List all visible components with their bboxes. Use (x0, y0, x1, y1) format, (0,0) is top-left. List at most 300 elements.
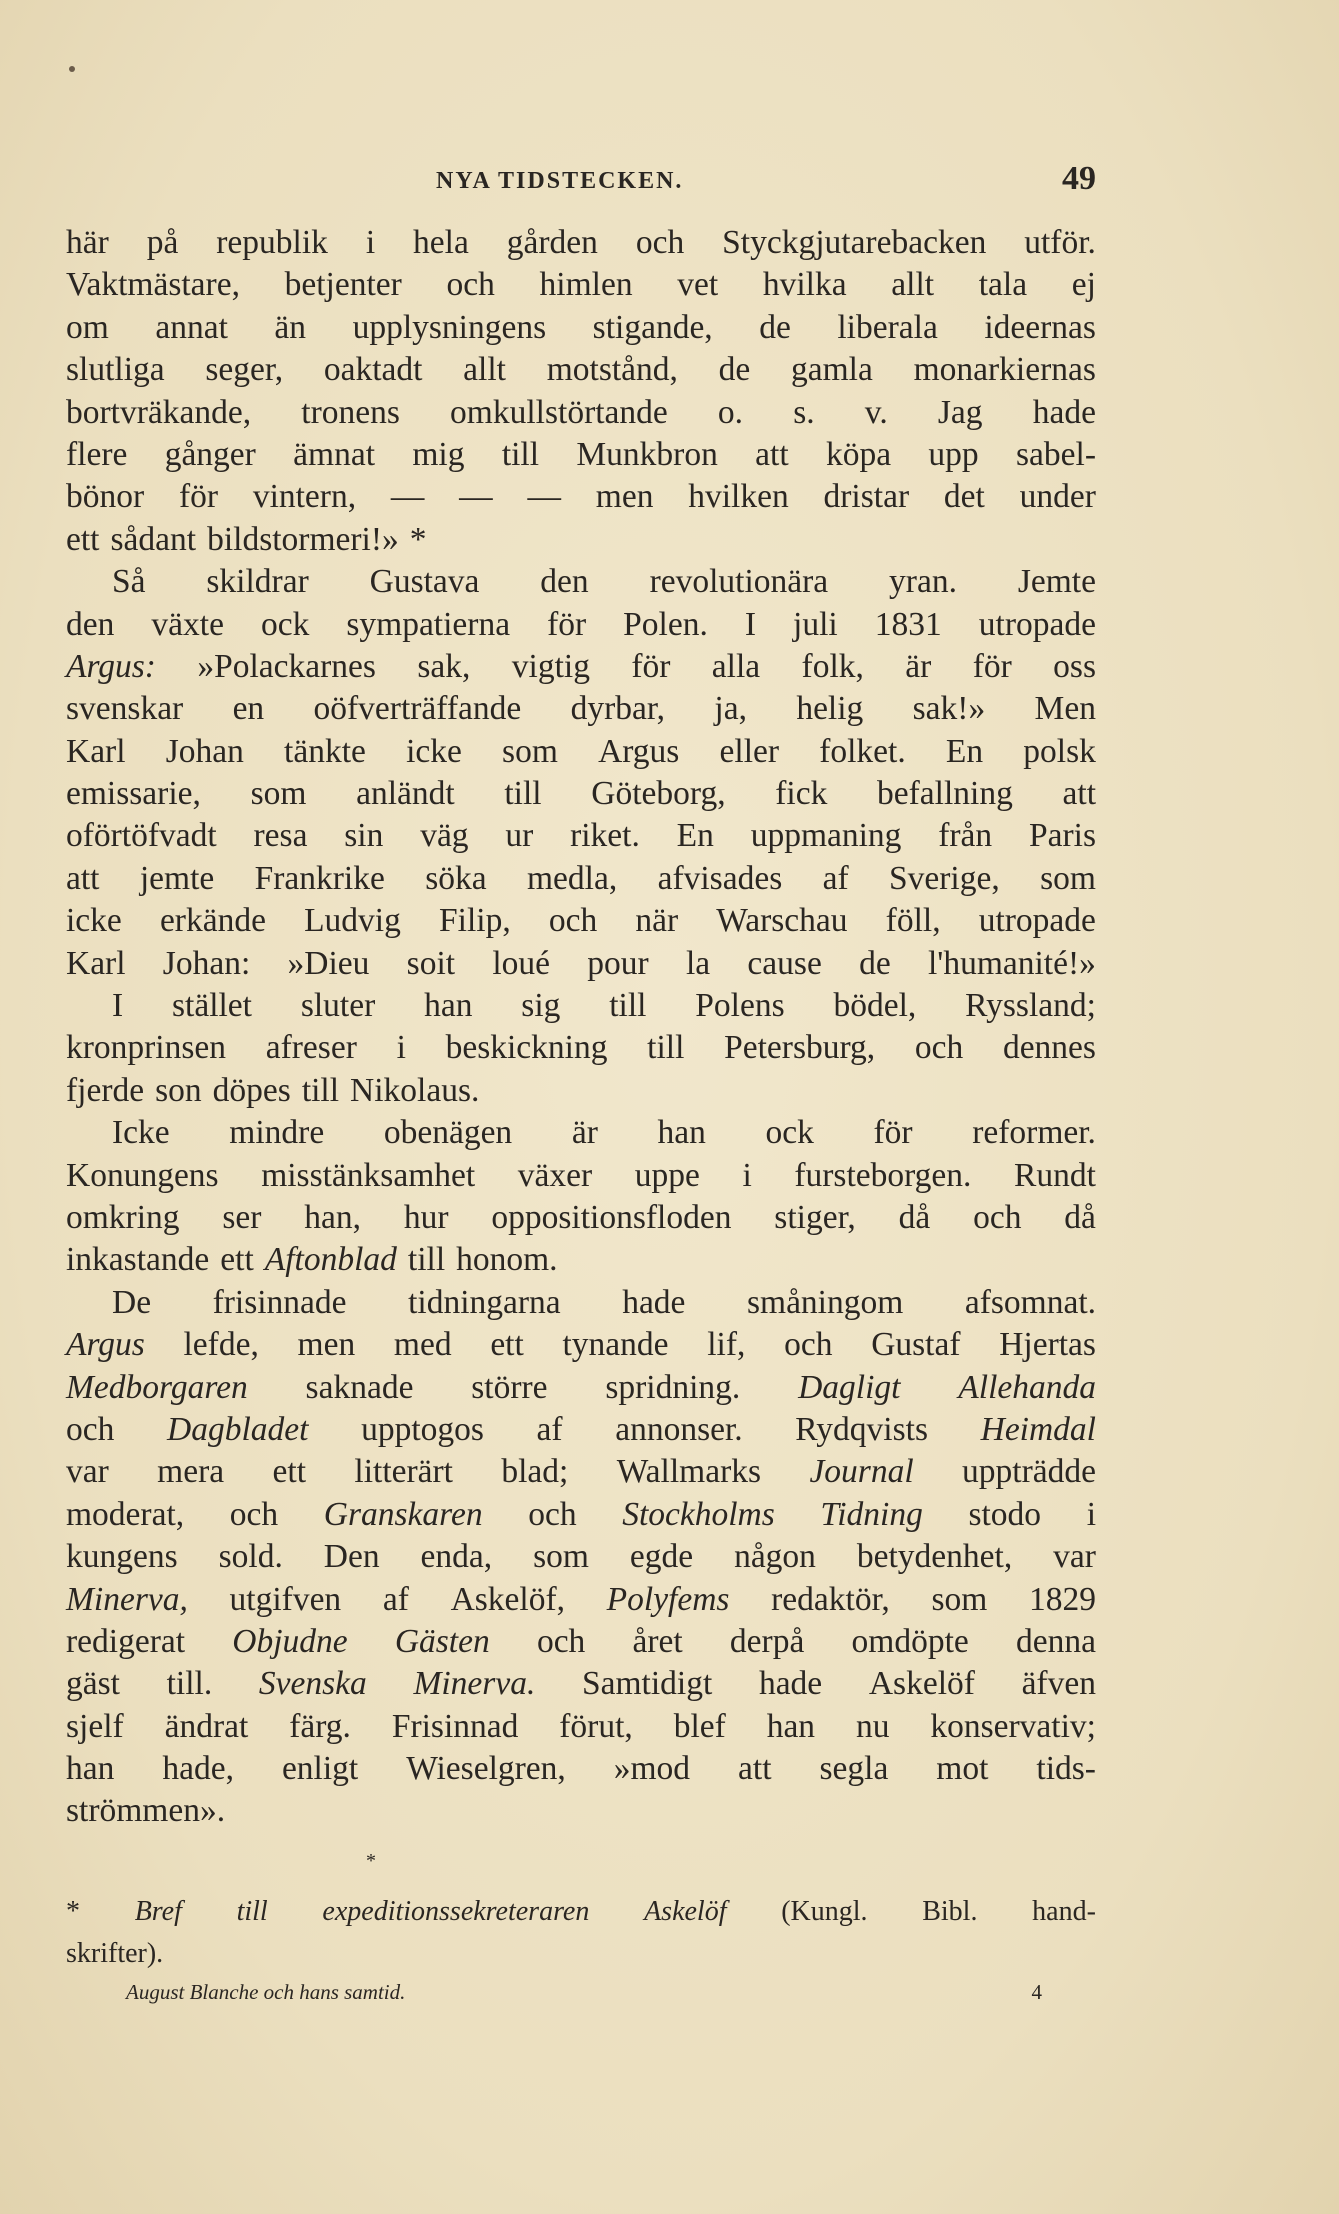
word: gården (506, 224, 598, 261)
word: för (873, 1114, 913, 1152)
word: blef (673, 1707, 726, 1745)
text-line (66, 943, 1096, 985)
italic-word: Medborgaren (66, 1368, 248, 1406)
word: som (1040, 859, 1096, 897)
word: kronprinsen (66, 1029, 227, 1067)
text-line (66, 222, 1096, 264)
word: var (1053, 1538, 1096, 1576)
word: Hjertas (999, 1326, 1096, 1364)
word: han (766, 1707, 816, 1745)
word: fursteborgen. (794, 1156, 972, 1194)
signature-number: 4 (1031, 1980, 1042, 2004)
word: till (609, 987, 647, 1025)
word: ur (505, 817, 534, 855)
word: Ryssland; (965, 987, 1096, 1025)
word: pour (587, 944, 649, 982)
word: sold. (218, 1538, 283, 1576)
word: att (1062, 775, 1096, 813)
word: allt (463, 351, 506, 389)
word: skildrar (206, 563, 309, 601)
italic-word: Objudne (232, 1622, 348, 1660)
word: En (945, 732, 984, 770)
word: gånger (164, 435, 256, 473)
word: och (229, 1495, 279, 1533)
word: och (66, 1410, 115, 1448)
word: Ludvig (304, 902, 401, 940)
word: redigerat (66, 1622, 186, 1660)
word: 1829 (1028, 1580, 1096, 1618)
italic-word: Aftonblad (264, 1241, 397, 1279)
word: denna (1015, 1622, 1096, 1660)
text-line (66, 561, 1096, 603)
word: han, (304, 1198, 362, 1236)
text-line (66, 434, 1096, 476)
word: gamla (791, 351, 873, 389)
page-number: 49 (1062, 160, 1096, 197)
text-line (66, 1451, 1096, 1493)
word: sådant (110, 520, 197, 558)
word: mot (936, 1750, 989, 1788)
word: Jemte (1017, 563, 1096, 601)
word: de (859, 944, 891, 982)
word: jemte (139, 859, 215, 897)
word: hvilken (688, 478, 789, 516)
italic-word: Svenska (258, 1665, 367, 1703)
word: »Dieu (287, 944, 370, 982)
word: i (742, 1156, 752, 1194)
word: vigtig (511, 647, 590, 685)
word: och (446, 266, 495, 304)
text-line (66, 476, 1096, 518)
text-line (66, 731, 1096, 773)
word: moderat, (66, 1495, 185, 1533)
word: uppträdde (962, 1453, 1096, 1491)
text-line (66, 1790, 1096, 1832)
word: o. (717, 393, 744, 431)
word: Paris (1029, 817, 1096, 855)
word: Karl (66, 732, 126, 770)
italic-word: Dagligt (798, 1368, 901, 1406)
text-line (66, 900, 1096, 942)
word: är (905, 647, 932, 685)
word: Styckgjutarebacken (722, 224, 987, 261)
word: Munkbron (576, 435, 718, 473)
word: — (459, 478, 493, 516)
word: i (1086, 1495, 1096, 1533)
word: riket. (570, 817, 640, 855)
word: »Polackarnes (197, 647, 376, 685)
word: Icke (112, 1114, 170, 1152)
word: gäst (66, 1665, 120, 1703)
word: alla (711, 647, 761, 685)
text-line (66, 1621, 1096, 1663)
word: sluter (300, 987, 376, 1025)
word: när (635, 902, 679, 940)
text-line (66, 1706, 1096, 1748)
text-line (66, 1748, 1096, 1790)
word: växte (151, 605, 224, 643)
word: reformer. (972, 1114, 1096, 1152)
word: för (631, 647, 671, 685)
word: son (155, 1071, 202, 1109)
word: inkastande (66, 1241, 210, 1279)
word: den (540, 563, 589, 601)
word: och (528, 1495, 577, 1533)
footnote-text: skrifter). (66, 1938, 164, 1970)
signature-title: August Blanche och hans samtid. (126, 1980, 406, 2004)
word: ock (260, 605, 310, 643)
word: hade (622, 1283, 686, 1321)
word: vintern, (252, 478, 357, 516)
text-line (66, 604, 1096, 646)
word: ej (1071, 266, 1096, 304)
word: söka (425, 859, 487, 897)
word: mindre (229, 1114, 325, 1152)
italic-word: Allehanda (958, 1368, 1096, 1406)
word: I (112, 987, 124, 1025)
word: spridning. (605, 1368, 741, 1406)
word: erkände (159, 902, 266, 940)
word: konservativ; (930, 1707, 1096, 1745)
italic-word: Granskaren (323, 1495, 483, 1533)
word: yran. (889, 563, 957, 601)
italic-word: till (236, 1896, 268, 1927)
word: honom. (456, 1241, 558, 1279)
word: * (66, 1896, 80, 1927)
text-line (66, 1536, 1096, 1578)
text-line (66, 1112, 1096, 1154)
word: af (382, 1580, 409, 1618)
word: »mod (613, 1750, 691, 1788)
word: dennes (1002, 1029, 1096, 1067)
word: himlen (539, 266, 633, 304)
word: dyrbar, (570, 690, 666, 728)
word: med (393, 1326, 452, 1364)
word: han (424, 987, 473, 1025)
word: döpes (212, 1071, 291, 1109)
word: uppe (634, 1156, 700, 1194)
word: af (822, 859, 849, 897)
word: men (595, 478, 654, 516)
word: utför. (1024, 224, 1096, 261)
footnote-separator-mark: * (366, 1850, 376, 1872)
word: soit (406, 944, 456, 982)
text-line (66, 349, 1096, 391)
word: han (657, 1114, 706, 1152)
word: sympatierna (346, 605, 511, 643)
word: till. (166, 1665, 213, 1703)
italic-word: Dagbladet (167, 1410, 309, 1448)
word: om (66, 308, 109, 346)
word: Wieselgren, (406, 1750, 566, 1788)
word: att (755, 435, 789, 473)
word: sak!» (912, 690, 986, 728)
text-line (66, 1579, 1096, 1621)
word: republik (216, 224, 328, 261)
word: äfven (1021, 1665, 1096, 1703)
word: eller (719, 732, 780, 770)
text-line (66, 1070, 1096, 1112)
word: Askelöf, (450, 1580, 565, 1618)
word: befallning (877, 775, 1013, 813)
word: upp (928, 435, 979, 473)
word: upplysningens (352, 308, 547, 346)
word: omkring (66, 1198, 180, 1236)
word: helig (796, 690, 864, 728)
word: stiger, (774, 1198, 856, 1236)
word: fjerde (66, 1071, 145, 1109)
word: ja, (714, 690, 747, 728)
signature-line (126, 1980, 1086, 2014)
word: beskickning (445, 1029, 608, 1067)
word: polsk (1023, 732, 1096, 770)
word: Bibl. (922, 1896, 978, 1927)
running-title: NYA TIDSTECKEN. (436, 168, 684, 194)
word: till (504, 775, 542, 813)
word: redaktör, (771, 1580, 890, 1618)
word: afvisades (657, 859, 783, 897)
word: Nikolaus. (350, 1071, 480, 1109)
word: folk, (801, 647, 864, 685)
word: lif, (707, 1326, 746, 1364)
word: folket. (819, 732, 906, 770)
word: Petersburg, (724, 1029, 876, 1067)
word: och (973, 1198, 1022, 1236)
italic-word: Heimdal (980, 1410, 1096, 1448)
word: bödel, (833, 987, 917, 1025)
word: s. (793, 393, 815, 431)
word: de (759, 308, 791, 346)
word: misstänksamhet (261, 1156, 476, 1194)
word: 1831 (874, 605, 942, 643)
word: l'humanité!» (927, 944, 1096, 982)
word: icke (66, 902, 122, 940)
word: annonser. (615, 1410, 743, 1448)
text-line (66, 1324, 1096, 1366)
word: strömmen». (66, 1792, 226, 1830)
word: någon (734, 1538, 816, 1576)
text-line (66, 307, 1096, 349)
word: i (396, 1029, 406, 1067)
word: Gustava (369, 563, 480, 601)
word: bildstormeri!» (207, 520, 399, 558)
footnote-line (66, 1892, 1096, 1934)
word: bortvräkande, (66, 393, 252, 431)
word: Vaktmästare, (66, 266, 240, 304)
word: och (784, 1326, 833, 1364)
word: Sverige, (889, 859, 1000, 897)
word: Argus (598, 732, 680, 770)
word: sabel- (1016, 435, 1096, 473)
word: för (547, 605, 587, 643)
word: ämnat (293, 435, 376, 473)
word: utropade (978, 902, 1096, 940)
word: på (146, 224, 179, 261)
word: sin (344, 817, 384, 855)
italic-word: Tidning (820, 1495, 923, 1533)
word: betydenhet, (856, 1538, 1013, 1576)
body-text (66, 222, 1096, 1833)
word: motstånd, (546, 351, 678, 389)
word: loué (492, 944, 551, 982)
word: och (635, 224, 685, 261)
word: — (527, 478, 561, 516)
word: var (66, 1453, 109, 1491)
word: betjenter (284, 266, 402, 304)
word: småningom (746, 1283, 904, 1321)
word: köpa (825, 435, 892, 473)
word: frisinnade (212, 1283, 347, 1321)
word: som (250, 775, 307, 813)
word: tidningarna (408, 1283, 561, 1321)
footnote (66, 1892, 1096, 1977)
word: afsomnat. (964, 1283, 1096, 1321)
word: från (938, 817, 993, 855)
text-line (66, 1663, 1096, 1705)
word: v. (864, 393, 888, 431)
italic-word: Argus: (66, 647, 156, 685)
word: icke (406, 732, 462, 770)
word: en (232, 690, 265, 728)
text-line (66, 1239, 1096, 1281)
word: ett (66, 520, 100, 558)
word: Jag (937, 393, 983, 431)
word: Karl (66, 944, 126, 982)
word: upptogos (361, 1410, 484, 1448)
text-line (66, 646, 1096, 688)
word: utropade (978, 605, 1096, 643)
text-line (66, 1155, 1096, 1197)
word: till (647, 1029, 685, 1067)
word: Så (112, 563, 146, 601)
word: Polens (695, 987, 785, 1025)
word: hade (1032, 393, 1096, 431)
word: stigande, (592, 308, 713, 346)
word: af (536, 1410, 563, 1448)
word: la (685, 944, 711, 982)
italic-word: Argus (66, 1326, 145, 1364)
word: mig (412, 435, 465, 473)
text-line (66, 1494, 1096, 1536)
word: Johan: (162, 944, 251, 982)
word: då (898, 1198, 931, 1236)
word: att (66, 859, 100, 897)
word: och (914, 1029, 964, 1067)
word: monarkiernas (913, 351, 1096, 389)
word: än (274, 308, 307, 346)
word: svenskar (66, 690, 184, 728)
text-line (66, 1197, 1096, 1239)
word: kungens (66, 1538, 178, 1576)
word: utgifven (229, 1580, 342, 1618)
word: är (571, 1114, 598, 1152)
word: annat (155, 308, 228, 346)
word: segla (819, 1750, 889, 1788)
word: väg (420, 817, 469, 855)
word: stället (171, 987, 252, 1025)
word: flere (66, 435, 128, 473)
italic-word: Minerva. (413, 1665, 536, 1703)
text-line (66, 858, 1096, 900)
word: tronens (301, 393, 400, 431)
word: saknade (305, 1368, 414, 1406)
word: sak, (417, 647, 471, 685)
word: litterärt (354, 1453, 453, 1491)
word: hela (413, 224, 469, 261)
word: bönor (66, 478, 145, 516)
word: cause (747, 944, 822, 982)
word: färg. (289, 1707, 351, 1745)
word: till (501, 435, 540, 473)
text-line (66, 688, 1096, 730)
word: oaktadt (323, 351, 423, 389)
text-line (66, 392, 1096, 434)
word: Gustaf (871, 1326, 961, 1364)
word: men (297, 1326, 356, 1364)
italic-word: Journal (809, 1453, 914, 1491)
word: växer (517, 1156, 593, 1194)
word: ett (272, 1453, 306, 1491)
word: lefde, (183, 1326, 259, 1364)
word: ett (220, 1241, 254, 1279)
text-line (66, 773, 1096, 815)
word: omkullstörtande (450, 393, 668, 431)
page-header (66, 160, 1096, 200)
word: Wallmarks (616, 1453, 762, 1491)
text-line (66, 519, 1096, 561)
word: föll, (885, 902, 941, 940)
word: Warschau (716, 902, 848, 940)
word: till (407, 1241, 446, 1279)
text-line (66, 1367, 1096, 1409)
word: seger, (205, 351, 284, 389)
word: hvilka (762, 266, 847, 304)
word: Askelöf (868, 1665, 975, 1703)
word: emissarie, (66, 775, 201, 813)
word: förut, (559, 1707, 633, 1745)
word: det (943, 478, 985, 516)
word: Den (323, 1538, 380, 1576)
word: (Kungl. (781, 1896, 868, 1927)
word: och (536, 1622, 586, 1660)
text-line (66, 985, 1096, 1027)
italic-word: Stockholms (622, 1495, 775, 1533)
word: tids- (1036, 1750, 1096, 1788)
word: han (66, 1750, 115, 1788)
word: Frisinnad (391, 1707, 519, 1745)
word: nu (855, 1707, 890, 1745)
word: här (66, 224, 109, 261)
word: egde (629, 1538, 694, 1576)
word: som (502, 732, 558, 770)
word: som (931, 1580, 988, 1618)
word: tänkte (284, 732, 366, 770)
text-line (66, 815, 1096, 857)
word: tynande (562, 1326, 669, 1364)
word: ideernas (984, 308, 1096, 346)
italic-word: Askelöf (644, 1896, 727, 1927)
italic-word: Minerva, (66, 1580, 188, 1618)
word: blad; (501, 1453, 569, 1491)
italic-word: Gästen (394, 1622, 490, 1660)
word: för (178, 478, 219, 516)
word: oöfverträffande (313, 690, 522, 728)
word: Johan (165, 732, 244, 770)
word: oss (1053, 647, 1096, 685)
word: allt (891, 266, 935, 304)
word: — (390, 478, 425, 516)
word: att (738, 1750, 772, 1788)
